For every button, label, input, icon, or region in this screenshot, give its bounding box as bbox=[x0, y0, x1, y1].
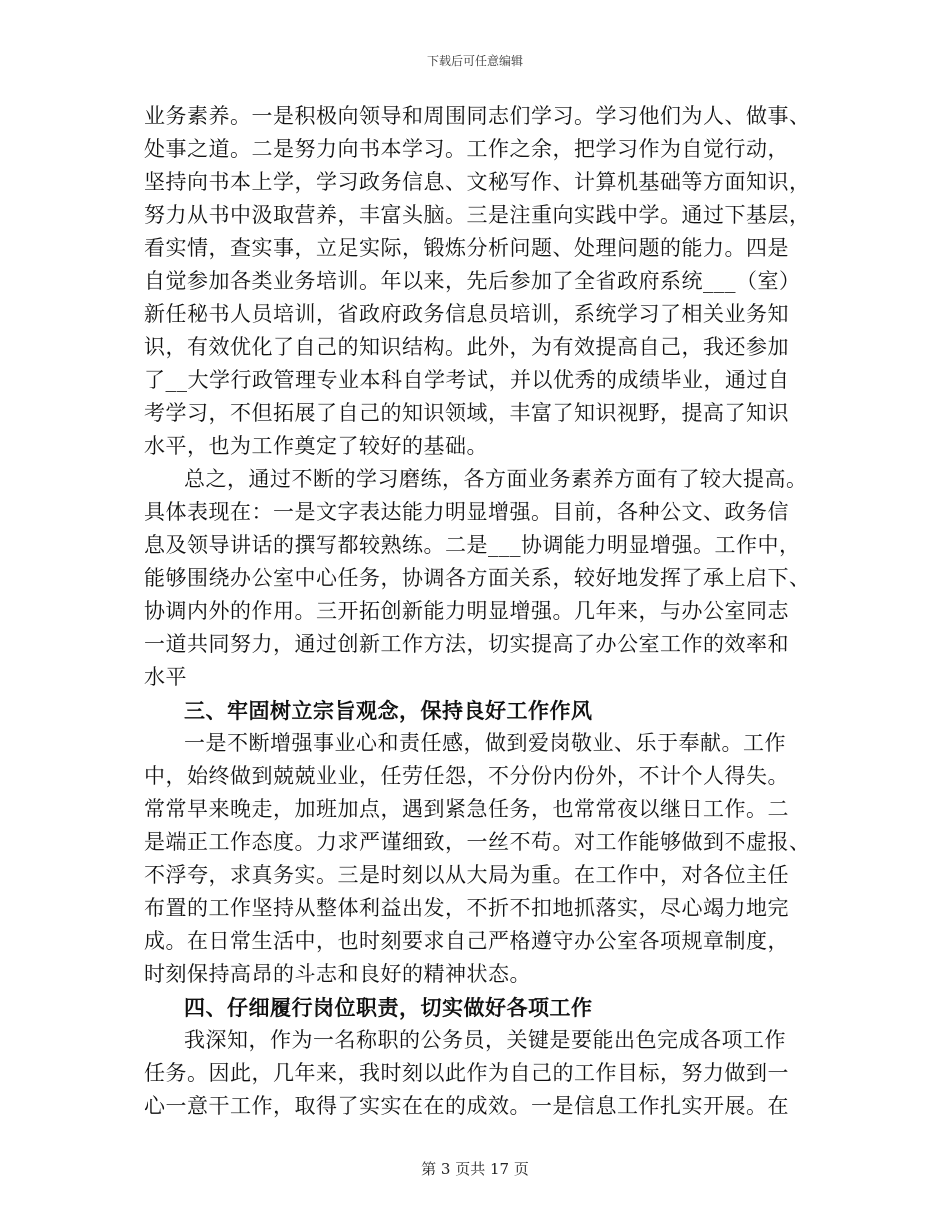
text-line: 息及领导讲话的撰写都较熟练。二是___协调能力明显增强。工作中， bbox=[144, 533, 801, 557]
text-line: 成。在日常生活中，也时刻要求自己严格遵守办公室各项规章制度， bbox=[144, 929, 789, 953]
text-line: 业务素养。一是积极向领导和周围同志们学习。学习他们为人、做事、 bbox=[144, 104, 811, 128]
text-line: 具体表现在：一是文字表达能力明显增强。目前，各种公文、政务信 bbox=[144, 500, 789, 524]
text-line: 处事之道。二是努力向书本学习。工作之余，把学习作为自觉行动， bbox=[144, 137, 789, 161]
text-line: 考学习，不但拓展了自己的知识领域，丰富了知识视野，提高了知识 bbox=[144, 401, 789, 425]
text-line: 任务。因此，几年来，我时刻以此作为自己的工作目标，努力做到一 bbox=[144, 1061, 789, 1085]
page-header: 下载后可任意编辑 bbox=[426, 54, 523, 68]
text-line: 看实情，查实事，立足实际，锻炼分析问题、处理问题的能力。四是 bbox=[144, 236, 789, 260]
section-heading: 四、仔细履行岗位职责，切实做好各项工作 bbox=[184, 995, 593, 1020]
text-line: 不浮夸，求真务实。三是时刻以从大局为重。在工作中，对各位主任 bbox=[144, 863, 789, 887]
text-line: 识，有效优化了自己的知识结构。此外，为有效提高自己，我还参加 bbox=[144, 335, 789, 359]
text-line: 心一意干工作，取得了实实在在的成效。一是信息工作扎实开展。在 bbox=[144, 1094, 789, 1118]
text-line: 一是不断增强事业心和责任感，做到爱岗敬业、乐于奉献。工作 bbox=[184, 731, 786, 755]
text-line: 协调内外的作用。三开拓创新能力明显增强。几年来，与办公室同志 bbox=[144, 599, 789, 623]
text-line: 了__大学行政管理专业本科自学考试，并以优秀的成绩毕业，通过自 bbox=[144, 368, 790, 392]
text-line: 总之，通过不断的学习磨练，各方面业务素养方面有了较大提高。 bbox=[184, 467, 808, 491]
text-line: 水平，也为工作奠定了较好的基础。 bbox=[144, 434, 488, 458]
text-line: 新任秘书人员培训，省政府政务信息员培训，系统学习了相关业务知 bbox=[144, 302, 789, 326]
text-line: 一道共同努力，通过创新工作方法，切实提高了办公室工作的效率和 bbox=[144, 632, 789, 656]
text-line: 努力从书中汲取营养，丰富头脑。三是注重向实践中学。通过下基层， bbox=[144, 203, 811, 227]
text-line: 我深知，作为一名称职的公务员，关键是要能出色完成各项工作 bbox=[184, 1028, 786, 1052]
text-line: 能够围绕办公室中心任务，协调各方面关系，较好地发挥了承上启下、 bbox=[144, 566, 811, 590]
page-footer: 第 3 页共 17 页 bbox=[421, 1160, 529, 1178]
text-line: 常常早来晚走，加班加点，遇到紧急任务，也常常夜以继日工作。二 bbox=[144, 797, 789, 821]
text-line: 布置的工作坚持从整体利益出发，不折不扣地抓落实，尽心竭力地完 bbox=[144, 896, 789, 920]
document-body bbox=[144, 100, 824, 1123]
text-line: 中，始终做到兢兢业业，任劳任怨，不分份内份外，不计个人得失。 bbox=[144, 764, 789, 788]
text-line: 时刻保持高昂的斗志和良好的精神状态。 bbox=[144, 962, 531, 986]
text-line: 坚持向书本上学，学习政务信息、文秘写作、计算机基础等方面知识， bbox=[144, 170, 811, 194]
text-line: 是端正工作态度。力求严谨细致，一丝不苟。对工作能够做到不虚报、 bbox=[144, 830, 811, 854]
section-heading: 三、牢固树立宗旨观念，保持良好工作作风 bbox=[184, 698, 593, 723]
text-line: 水平 bbox=[144, 665, 187, 689]
text-line: 自觉参加各类业务培训。年以来，先后参加了全省政府系统___（室） bbox=[144, 269, 801, 293]
